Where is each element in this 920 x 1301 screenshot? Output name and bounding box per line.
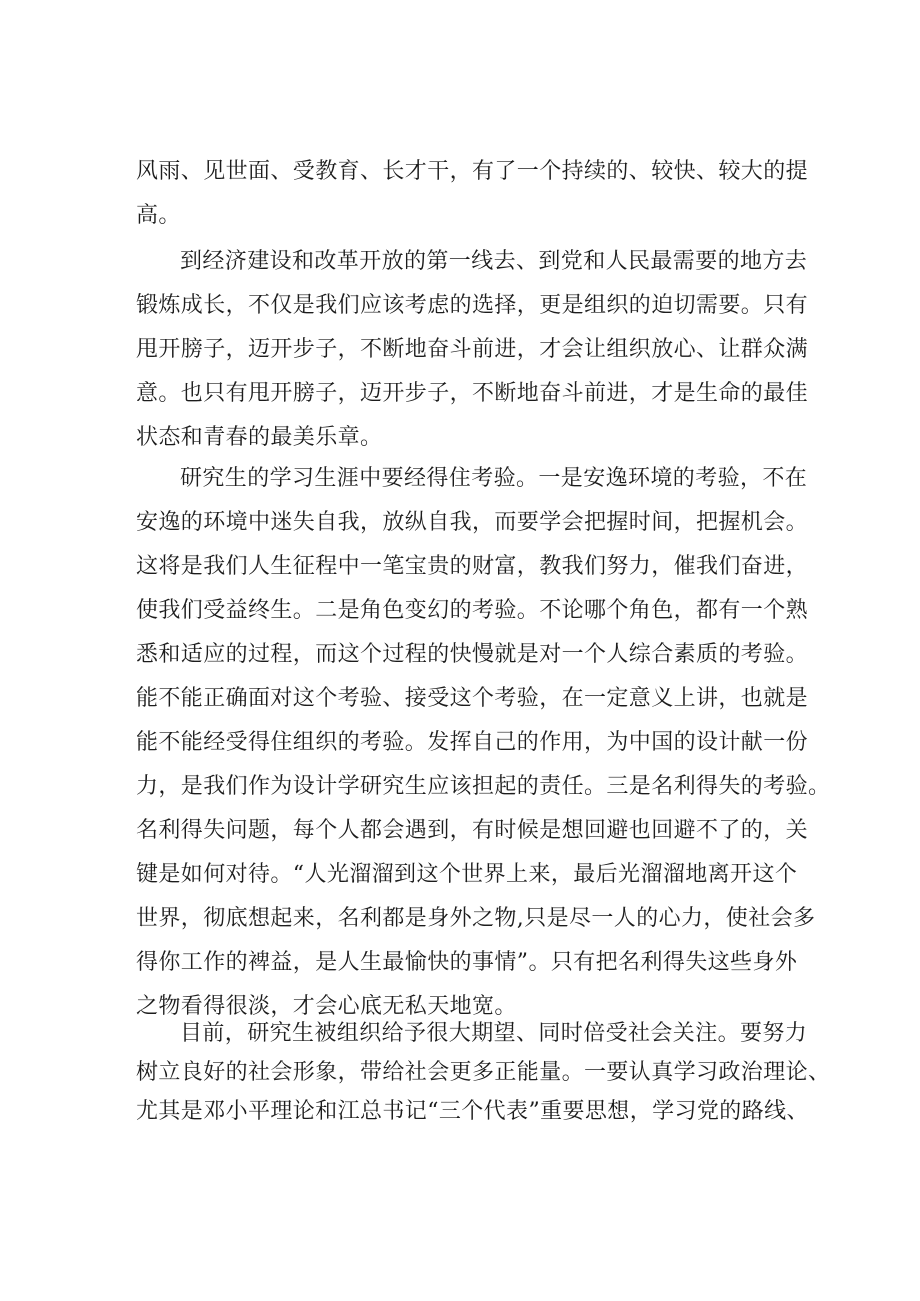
paragraph-1 bbox=[136, 150, 809, 238]
paragraph-line: 状态和青春的最美乐章。 bbox=[136, 425, 383, 450]
paragraph-line: 世界，彻底想起来，名利都是身外之物,只是尽一人的心力，使社会多 bbox=[136, 906, 816, 931]
paragraph-line: 尤其是邓小平理论和江总书记“三个代表”重要思想，学习党的路线、 bbox=[136, 1099, 809, 1124]
paragraph-4 bbox=[136, 1014, 831, 1131]
paragraph-line: 力，是我们作为设计学研究生应该担起的责任。三是名利得失的考验。 bbox=[136, 774, 831, 799]
paragraph-line: 能不能经受得住组织的考验。发挥自己的作用，为中国的设计献一份 bbox=[136, 730, 809, 755]
paragraph-line: 能不能正确面对这个考验、接受这个考验，在一定意义上讲，也就是 bbox=[136, 686, 809, 711]
paragraph-line: 悉和适应的过程，而这个过程的快慢就是对一个人综合素质的考验。 bbox=[136, 642, 809, 667]
paragraph-line: 研究生的学习生涯中要经得住考验。一是安逸环境的考验，不在 bbox=[180, 466, 808, 491]
paragraph-line: 安逸的环境中迷失自我，放纵自我，而要学会把握时间，把握机会。 bbox=[136, 510, 809, 535]
paragraph-line: 之物看得很淡，才会心底无私天地宽。 bbox=[136, 994, 517, 1019]
paragraph-line: 锻炼成长，不仅是我们应该考虑的选择，更是组织的迫切需要。只有 bbox=[136, 293, 809, 318]
paragraph-2 bbox=[136, 240, 809, 460]
paragraph-line: 风雨、见世面、受教育、长才干，有了一个持续的、较快、较大的提 bbox=[136, 159, 809, 184]
paragraph-3 bbox=[136, 457, 831, 1029]
paragraph-line: 甩开膀子，迈开步子，不断地奋斗前进，才会让组织放心、让群众满 bbox=[136, 337, 809, 362]
paragraph-line: 使我们受益终生。二是角色变幻的考验。不论哪个角色，都有一个熟 bbox=[136, 598, 809, 623]
paragraph-line: 树立良好的社会形象，带给社会更多正能量。一要认真学习政治理论、 bbox=[136, 1060, 831, 1085]
paragraph-line: 得你工作的裨益，是人生最愉快的事情”。只有把名利得失这些身外 bbox=[136, 950, 798, 975]
paragraph-line: 目前，研究生被组织给予很大期望、同时倍受社会关注。要努力 bbox=[180, 1021, 808, 1046]
paragraph-line: 意。也只有甩开膀子，迈开步子，不断地奋斗前进，才是生命的最佳 bbox=[136, 381, 809, 406]
paragraph-line: 这将是我们人生征程中一笔宝贵的财富，教我们努力，催我们奋进， bbox=[136, 554, 809, 579]
paragraph-line: 高。 bbox=[136, 203, 181, 228]
paragraph-line: 到经济建设和改革开放的第一线去、到党和人民最需要的地方去 bbox=[180, 249, 808, 274]
paragraph-line: 名利得失问题，每个人都会遇到，有时候是想回避也回避不了的，关 bbox=[136, 818, 809, 843]
paragraph-line: 键是如何对待。“人光溜溜到这个世界上来，最后光溜溜地离开这个 bbox=[136, 862, 798, 887]
